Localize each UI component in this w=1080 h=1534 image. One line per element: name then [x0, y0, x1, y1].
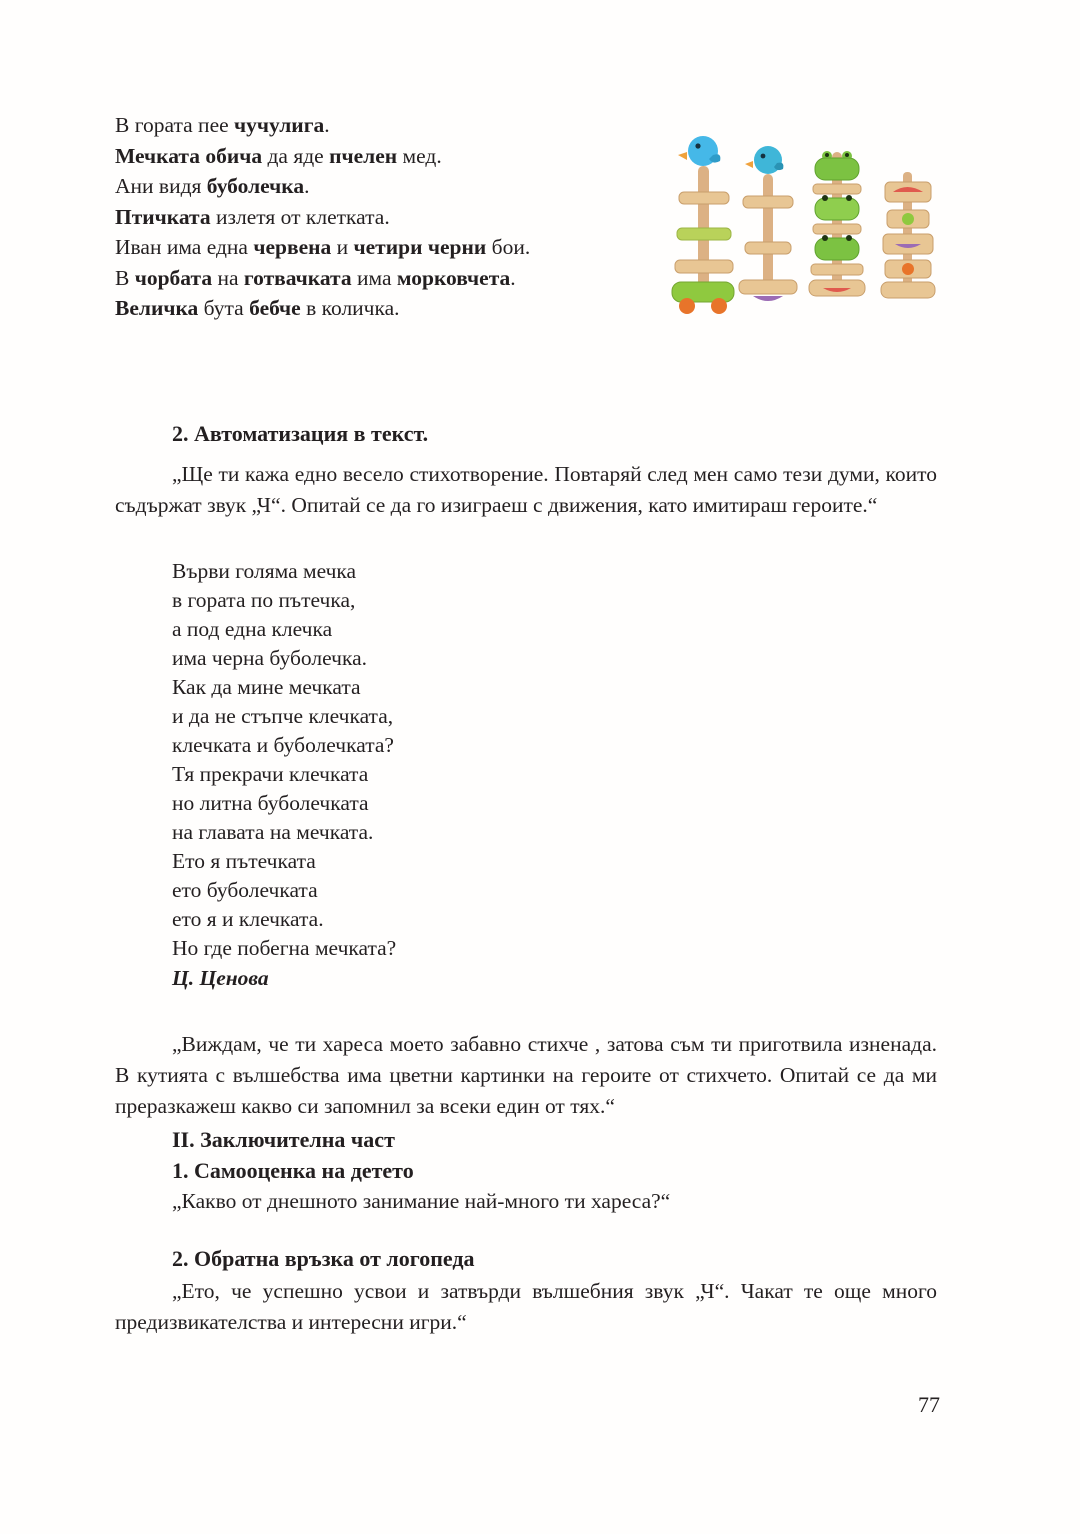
target-word: червена	[253, 235, 332, 259]
sentence-text: .	[510, 265, 516, 290]
feedback-heading: 2. Обратна връзка от логопеда	[172, 1246, 475, 1271]
frog-stacker-tower-icon	[809, 151, 865, 296]
sentence-text: излетя от клетката.	[210, 204, 390, 229]
poem-line: Тя прекрачи клечката	[172, 762, 369, 786]
target-word: чорбата	[134, 265, 213, 290]
target-word: морковчета	[396, 265, 511, 290]
poem-lines	[172, 557, 937, 963]
sentence-text: .	[324, 113, 330, 137]
frog-icon	[815, 195, 859, 220]
practice-sentences	[115, 110, 613, 324]
poem-line: клечката и буболечката?	[172, 733, 394, 757]
practice-sentence	[115, 232, 613, 263]
target-word: чучулига	[234, 113, 325, 137]
sentence-text: В	[115, 265, 135, 290]
poem-line: но литна буболечката	[172, 791, 369, 815]
sentence-text: бои.	[486, 235, 531, 259]
bird-stacker-tower-icon	[672, 136, 734, 314]
practice-sentence	[115, 110, 613, 141]
poem-author: Ц. Ценова	[172, 966, 269, 990]
closing-part-heading: II. Заключителна част	[172, 1127, 395, 1152]
target-word: буболечка	[206, 174, 305, 198]
poem-line: Но где побегна мечката?	[172, 936, 397, 960]
practice-sentence	[115, 202, 613, 233]
teal-bird-icon	[745, 146, 783, 174]
sentence-text: .	[304, 174, 310, 198]
practice-sentence	[115, 293, 613, 324]
target-word: Птичката	[115, 204, 211, 229]
poem-line: а под една клечка	[172, 617, 333, 641]
poem-line: ето буболечката	[172, 878, 318, 902]
sentence-text: бута	[198, 296, 250, 320]
bird-stacker-tower-2-icon	[739, 146, 797, 301]
self-assessment-heading: 1. Самооценка на детето	[172, 1158, 414, 1183]
stacking-toys-illustration	[667, 130, 943, 322]
surprise-paragraph: „Виждам, че ти хареса моето забавно стихче , затова съм ти приготвила изненада. В кутията с вълшебства има цветни картинки на героите от стихчето. Опитай се да ми преразкажеш какво си запомнил за всеки един от тях.“	[115, 1032, 937, 1118]
sentence-text: има	[351, 265, 397, 290]
sentence-text: на	[212, 265, 244, 290]
poem-line: и да не стъпче клечката,	[172, 704, 394, 728]
top-block	[115, 110, 937, 388]
target-word: Величка	[115, 296, 199, 320]
target-word: Мечката обича	[115, 143, 263, 168]
practice-sentence	[115, 141, 613, 172]
block-stacker-tower-icon	[881, 172, 935, 298]
automation-intro-paragraph: „Ще ти кажа едно весело стихотворение. Повтаряй след мен само тези думи, които съдържат звук „Ч“. Опитай се да го изиграеш с движения, като имитираш героите.“	[115, 462, 937, 517]
poem-line: ето я и клечката.	[172, 907, 324, 931]
practice-sentence	[115, 171, 613, 202]
poem-line: Върви голяма мечка	[172, 559, 357, 583]
section-heading-automation: 2. Автоматизация в текст.	[172, 421, 429, 446]
sentence-text: Ани видя	[115, 174, 207, 198]
sentence-text: да яде	[262, 143, 330, 168]
sentence-text: В гората пее	[115, 113, 235, 137]
sentence-text: и	[331, 235, 354, 259]
poem-line: Как да мине мечката	[172, 675, 361, 699]
target-word: бебче	[249, 296, 301, 320]
poem	[172, 557, 937, 993]
poem-line: в гората по пътечка,	[172, 588, 356, 612]
page-content	[115, 110, 937, 1338]
poem-line: на главата на мечката.	[172, 820, 374, 844]
sentence-text: мед.	[397, 143, 442, 168]
target-word: четири черни	[353, 235, 487, 259]
target-word: пчелен	[329, 143, 398, 168]
blue-bird-icon	[678, 136, 720, 166]
sentence-text: Иван има една	[115, 235, 254, 259]
feedback-paragraph: „Ето, че успешно усвои и затвърди вълшебния звук „Ч“. Чакат те още много предизвикателства и интересни игри.“	[115, 1279, 937, 1334]
page-number: 77	[918, 1392, 940, 1417]
frog-icon	[815, 235, 859, 260]
poem-line: Ето я пътечката	[172, 849, 316, 873]
poem-line: има черна буболечка.	[172, 646, 367, 670]
practice-sentence	[115, 263, 613, 294]
stacking-toys-photo	[667, 130, 943, 322]
sentence-text: в количка.	[300, 296, 400, 320]
target-word: готвачката	[243, 265, 352, 290]
self-assessment-question: „Какво от днешното занимание най-много ти хареса?“	[172, 1189, 671, 1213]
